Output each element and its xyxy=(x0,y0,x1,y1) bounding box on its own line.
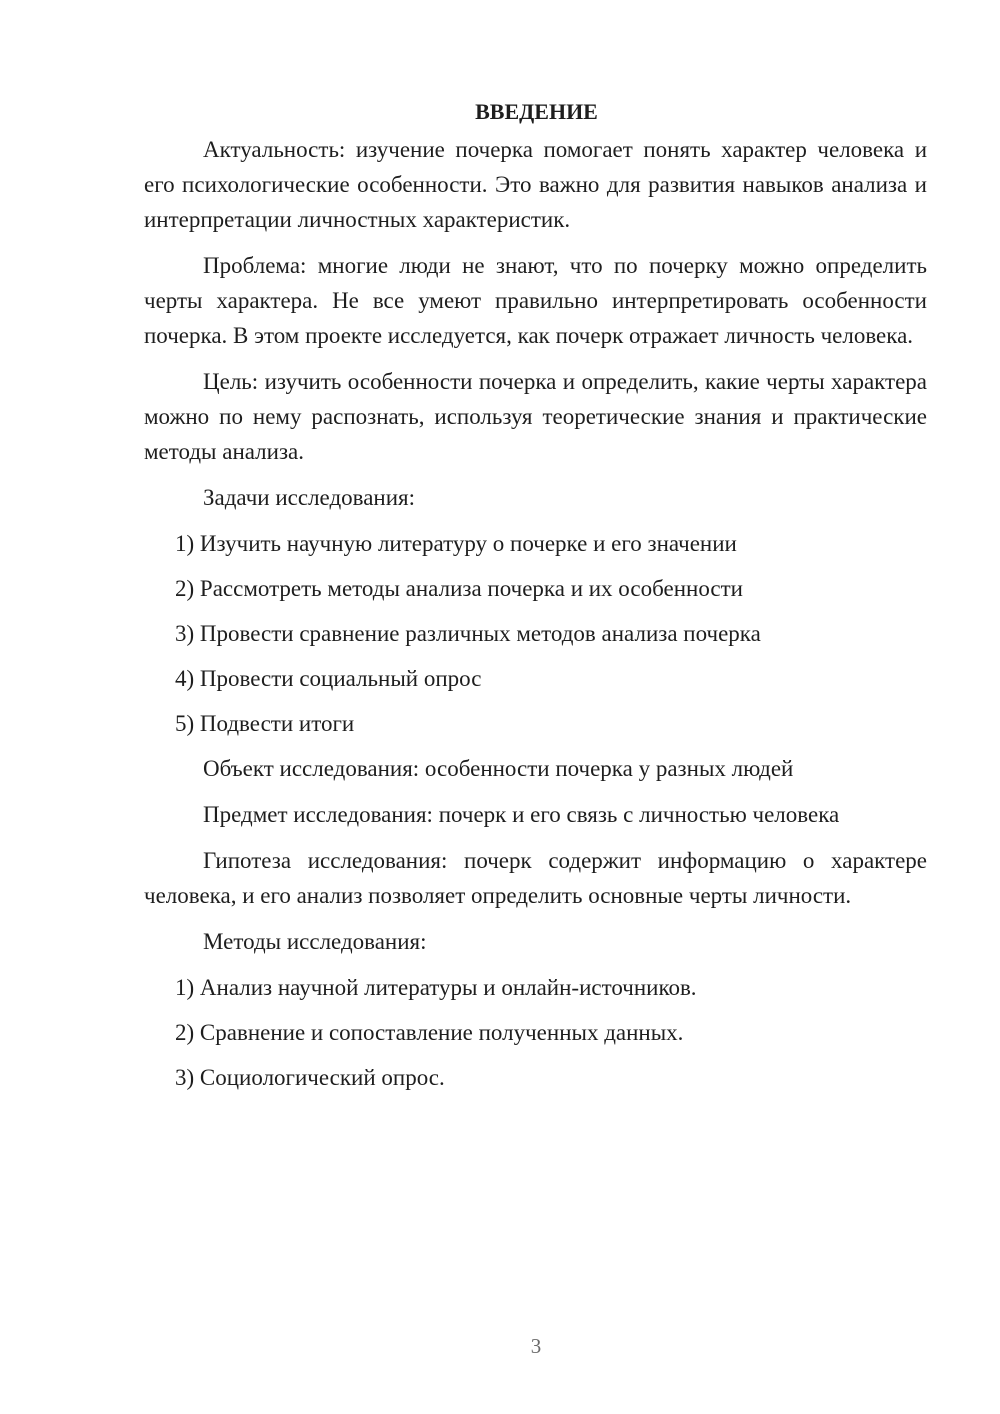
problem-paragraph: Проблема: многие люди не знают, что по почерку можно определить черты характера. Не все умеют правильно интерпретировать особенности почерка. В этом проекте исследуется, как почерк отражает личность человека. xyxy=(144,253,927,348)
goal-paragraph: Цель: изучить особенности почерка и определить, какие черты характера можно по нему распознать, используя теоретические знания и практические методы анализа. xyxy=(144,369,927,464)
methods-title: Методы исследования: xyxy=(203,929,427,954)
list-item: 1) Анализ научной литературы и онлайн-источников. xyxy=(175,975,697,1000)
document-body xyxy=(144,94,927,1105)
list-item: 3) Социологический опрос. xyxy=(175,1065,445,1090)
object-paragraph: Объект исследования: особенности почерка у разных людей xyxy=(203,756,794,781)
list-item: 2) Сравнение и сопоставление полученных данных. xyxy=(175,1020,684,1045)
methods-list xyxy=(144,970,927,1095)
relevance-paragraph: Актуальность: изучение почерка помогает понять характер человека и его психологические особенности. Это важно для развития навыков анализа и интерпретации личностных характеристик. xyxy=(144,137,927,232)
tasks-title: Задачи исследования: xyxy=(203,485,416,510)
subject-paragraph: Предмет исследования: почерк и его связь с личностью человека xyxy=(203,802,840,827)
list-item: 1) Изучить научную литературу о почерке и его значении xyxy=(175,531,737,556)
tasks-list xyxy=(144,526,927,741)
page-number: 3 xyxy=(530,1334,542,1358)
list-item: 3) Провести сравнение различных методов анализа почерка xyxy=(175,621,761,646)
list-item: 4) Провести социальный опрос xyxy=(175,666,482,691)
section-heading: ВВЕДЕНИЕ xyxy=(475,99,598,124)
list-item: 5) Подвести итоги xyxy=(175,711,355,736)
hypothesis-paragraph: Гипотеза исследования: почерк содержит информацию о характере человека, и его анализ позволяет определить основные черты личности. xyxy=(144,848,927,908)
list-item: 2) Рассмотреть методы анализа почерка и их особенности xyxy=(175,576,743,601)
